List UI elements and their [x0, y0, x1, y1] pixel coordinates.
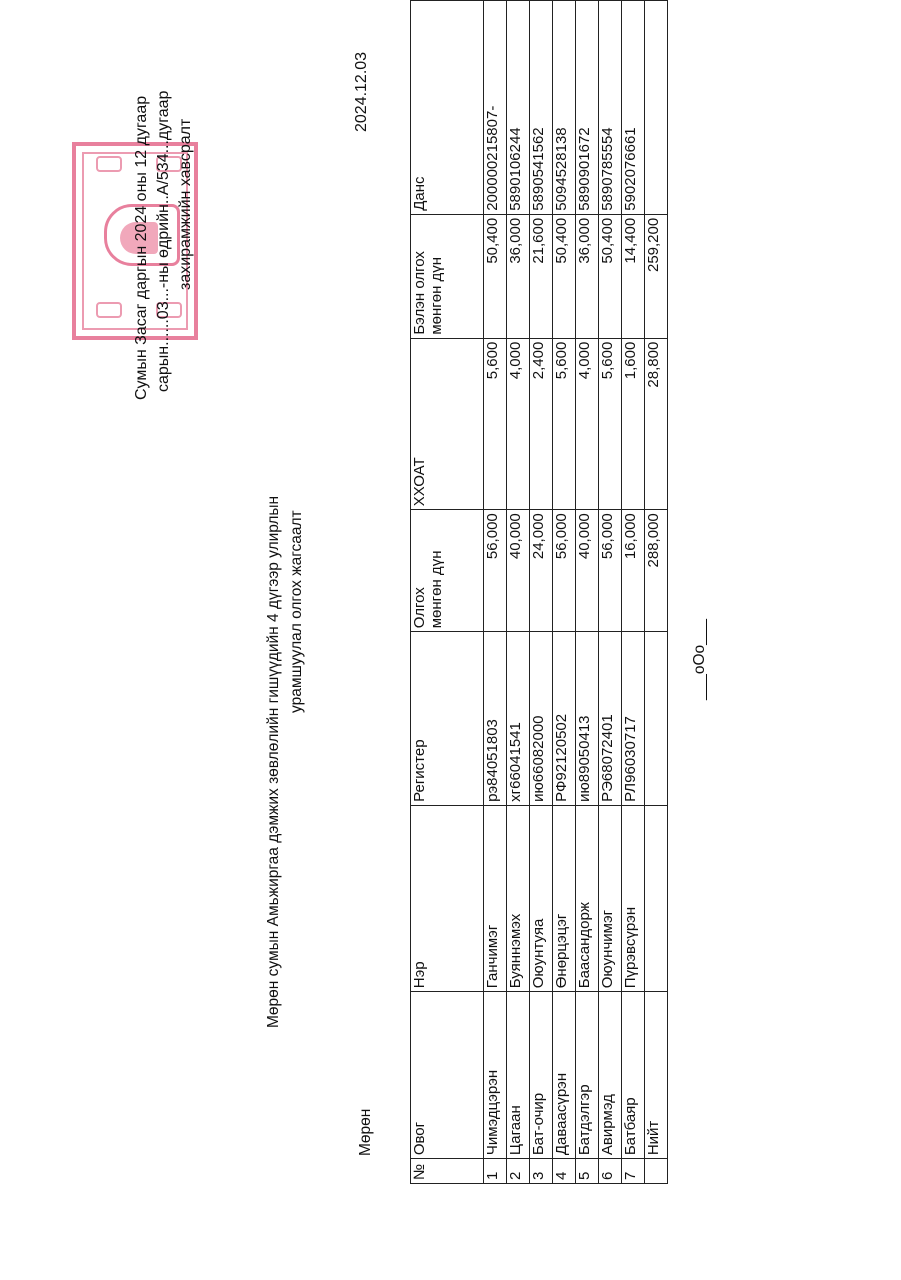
header-ner: Нэр [411, 805, 484, 991]
cell-hhoat: 5,600 [553, 338, 576, 510]
header-hhoat: ХХОАТ [411, 338, 484, 510]
cell-hhoat: 5,600 [484, 338, 507, 510]
approval-line-3: захирамжийн хавсралт [177, 118, 194, 290]
cell-no: 5 [576, 1159, 599, 1184]
cell-ner: Пүрэвсүрэн [622, 805, 645, 991]
document-date: 2024.12.03 [353, 51, 370, 132]
header-no: № [411, 1159, 484, 1184]
cell-register: РФ92120502 [553, 632, 576, 806]
cell-total-belen: 259,200 [645, 214, 668, 338]
cell-no: 7 [622, 1159, 645, 1184]
header-dans: Данс [411, 1, 484, 215]
approval-line-1: Сумын Засаг даргын 2024 оны 12 дугаар [133, 95, 150, 400]
cell-olgoh: 56,000 [484, 510, 507, 632]
place-name: Мөрөн [357, 1108, 374, 1156]
cell-belen: 21,600 [530, 214, 553, 338]
document-title-line-1: Мөрөн сумын Амьжиргаа дэмжих зөвлөлийн гишүүдийн 4 дүгээр улирлын [265, 495, 282, 1028]
header-olgoh-line-2: мөнгөн дүн [428, 550, 445, 629]
cell-ner: Оюунчимэг [599, 805, 622, 991]
cell-hhoat: 1,600 [622, 338, 645, 510]
cell-belen: 50,400 [599, 214, 622, 338]
cell-no: 4 [553, 1159, 576, 1184]
cell-ner: Баасандорж [576, 805, 599, 991]
cell-dans: 5890901672 [576, 1, 599, 215]
cell-olgoh: 40,000 [507, 510, 530, 632]
stamp-script-mark [96, 156, 122, 172]
cell-dans [645, 1, 668, 215]
header-belen [411, 214, 484, 338]
footer-ornament: ___oOo___ [691, 618, 708, 700]
cell-dans: 5094528138 [553, 1, 576, 215]
table-row [484, 1, 507, 1184]
cell-hhoat: 2,400 [530, 338, 553, 510]
cell-register: РЭ68072401 [599, 632, 622, 806]
table-row [507, 1, 530, 1184]
header-olgoh [411, 510, 484, 632]
cell-hhoat: 4,000 [576, 338, 599, 510]
cell-total-hhoat: 28,800 [645, 338, 668, 510]
cell-register: ию66082000 [530, 632, 553, 806]
cell-olgoh: 16,000 [622, 510, 645, 632]
cell-belen: 50,400 [553, 214, 576, 338]
header-belen-line-2: мөнгөн дүн [428, 256, 445, 335]
cell-register: РЛ96030717 [622, 632, 645, 806]
cell-register [645, 632, 668, 806]
cell-register: ию89050413 [576, 632, 599, 806]
cell-ner: Ганчимэг [484, 805, 507, 991]
cell-ovog: Батбаяр [622, 992, 645, 1159]
cell-no: 3 [530, 1159, 553, 1184]
cell-ovog: Чимэдцэрэн [484, 992, 507, 1159]
cell-ner: Буяннэмэх [507, 805, 530, 991]
cell-no: 2 [507, 1159, 530, 1184]
cell-ner [645, 805, 668, 991]
header-register: Регистер [411, 632, 484, 806]
cell-dans: 5902076661 [622, 1, 645, 215]
table-row [622, 1, 645, 1184]
cell-total-olgoh: 288,000 [645, 510, 668, 632]
cell-ner: Оюунтуяа [530, 805, 553, 991]
cell-register: хг66041541 [507, 632, 530, 806]
table-row [530, 1, 553, 1184]
cell-no: 1 [484, 1159, 507, 1184]
cell-ner: Өнөрцэцэг [553, 805, 576, 991]
cell-register: рэ84051803 [484, 632, 507, 806]
document-title-line-2: урамшуулал олгох жагсаалт [288, 510, 305, 713]
cell-ovog: Бат-очир [530, 992, 553, 1159]
cell-hhoat: 4,000 [507, 338, 530, 510]
cell-belen: 14,400 [622, 214, 645, 338]
payment-table [410, 0, 668, 1184]
cell-belen: 50,400 [484, 214, 507, 338]
cell-no [645, 1159, 668, 1184]
cell-belen: 36,000 [507, 214, 530, 338]
cell-dans: 5890785554 [599, 1, 622, 215]
header-olgoh-line-1: Олгох [411, 587, 428, 629]
table-total-row [645, 1, 668, 1184]
cell-ovog: Авирмэд [599, 992, 622, 1159]
cell-ovog: Батдэлгэр [576, 992, 599, 1159]
cell-olgoh: 40,000 [576, 510, 599, 632]
table-row [576, 1, 599, 1184]
header-belen-line-1: Бэлэн олгох [411, 251, 428, 335]
cell-ovog: Даваасүрэн [553, 992, 576, 1159]
cell-olgoh: 56,000 [599, 510, 622, 632]
cell-olgoh: 24,000 [530, 510, 553, 632]
header-ovog: Овог [411, 992, 484, 1159]
table-row [553, 1, 576, 1184]
approval-line-2: сарын......03...-ны өдрийн..A/534...дугаар [155, 90, 172, 392]
cell-dans: 5890106244 [507, 1, 530, 215]
cell-belen: 36,000 [576, 214, 599, 338]
table-header-row [411, 1, 484, 1184]
cell-olgoh: 56,000 [553, 510, 576, 632]
table-row [599, 1, 622, 1184]
stamp-script-mark [96, 302, 122, 318]
cell-dans: 5890541562 [530, 1, 553, 215]
cell-dans: 200000215807- [484, 1, 507, 215]
cell-hhoat: 5,600 [599, 338, 622, 510]
cell-total-label: Нийт [645, 992, 668, 1159]
cell-ovog: Цагаан [507, 992, 530, 1159]
cell-no: 6 [599, 1159, 622, 1184]
